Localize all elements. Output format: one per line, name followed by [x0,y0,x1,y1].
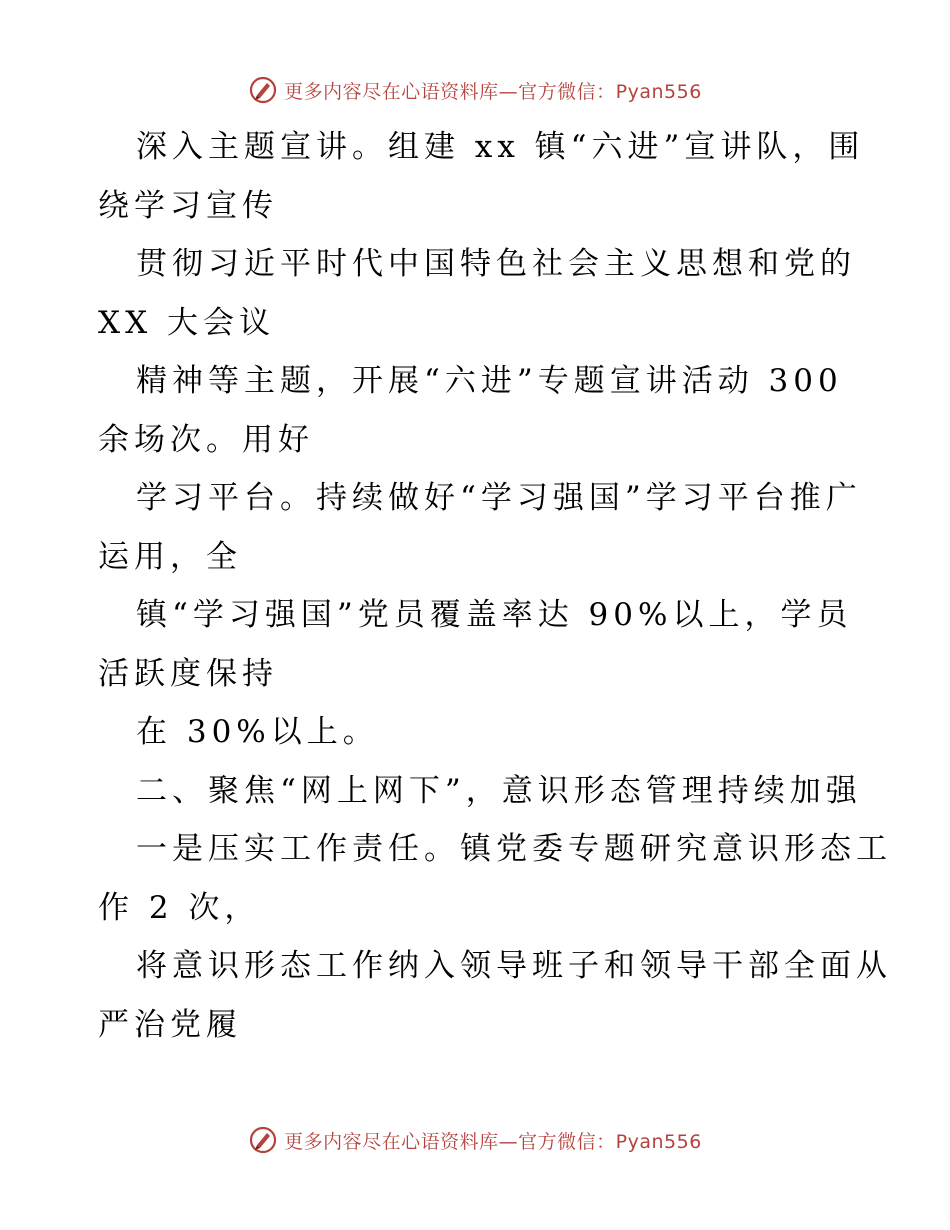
text-line: 活跃度保持 [98,655,278,692]
header-banner [0,70,950,110]
pen-logo-icon [248,75,278,105]
text-line: 绕学习宣传 [98,187,278,224]
text-line: 深入主题宣讲。组建 xx 镇“六进”宣讲队，围 [136,129,865,165]
footer-banner [0,1120,950,1160]
text-line: 严治党履 [98,1006,242,1043]
text-line: 运用，全 [98,538,242,575]
section-heading: 二、聚焦“网上网下”，意识形态管理持续加强 [136,772,862,809]
text-line: 将意识形态工作纳入领导班子和领导干部全面从 [136,948,892,984]
text-line: 作 2 次， [98,889,261,926]
text-line: 精神等主题，开展“六进”专题宣讲活动 300 [136,363,843,399]
pen-logo-icon [248,1125,278,1155]
text-line: 镇“学习强国”党员覆盖率达 90%以上，学员 [136,597,853,633]
footer-banner-text: 更多内容尽在心语资料库—官方微信：Pyan556 [284,1130,702,1153]
text-line: XX 大会议 [98,304,275,341]
text-line: 贯彻习近平时代中国特色社会主义思想和党的 [136,246,856,282]
text-line: 余场次。用好 [98,421,314,458]
text-line: 学习平台。持续做好“学习强国”学习平台推广 [136,480,862,516]
document-body [98,118,892,1054]
text-line: 在 30%以上。 [136,714,379,750]
text-line: 一是压实工作责任。镇党委专题研究意识形态工 [136,831,892,867]
header-banner-text: 更多内容尽在心语资料库—官方微信：Pyan556 [284,80,702,103]
